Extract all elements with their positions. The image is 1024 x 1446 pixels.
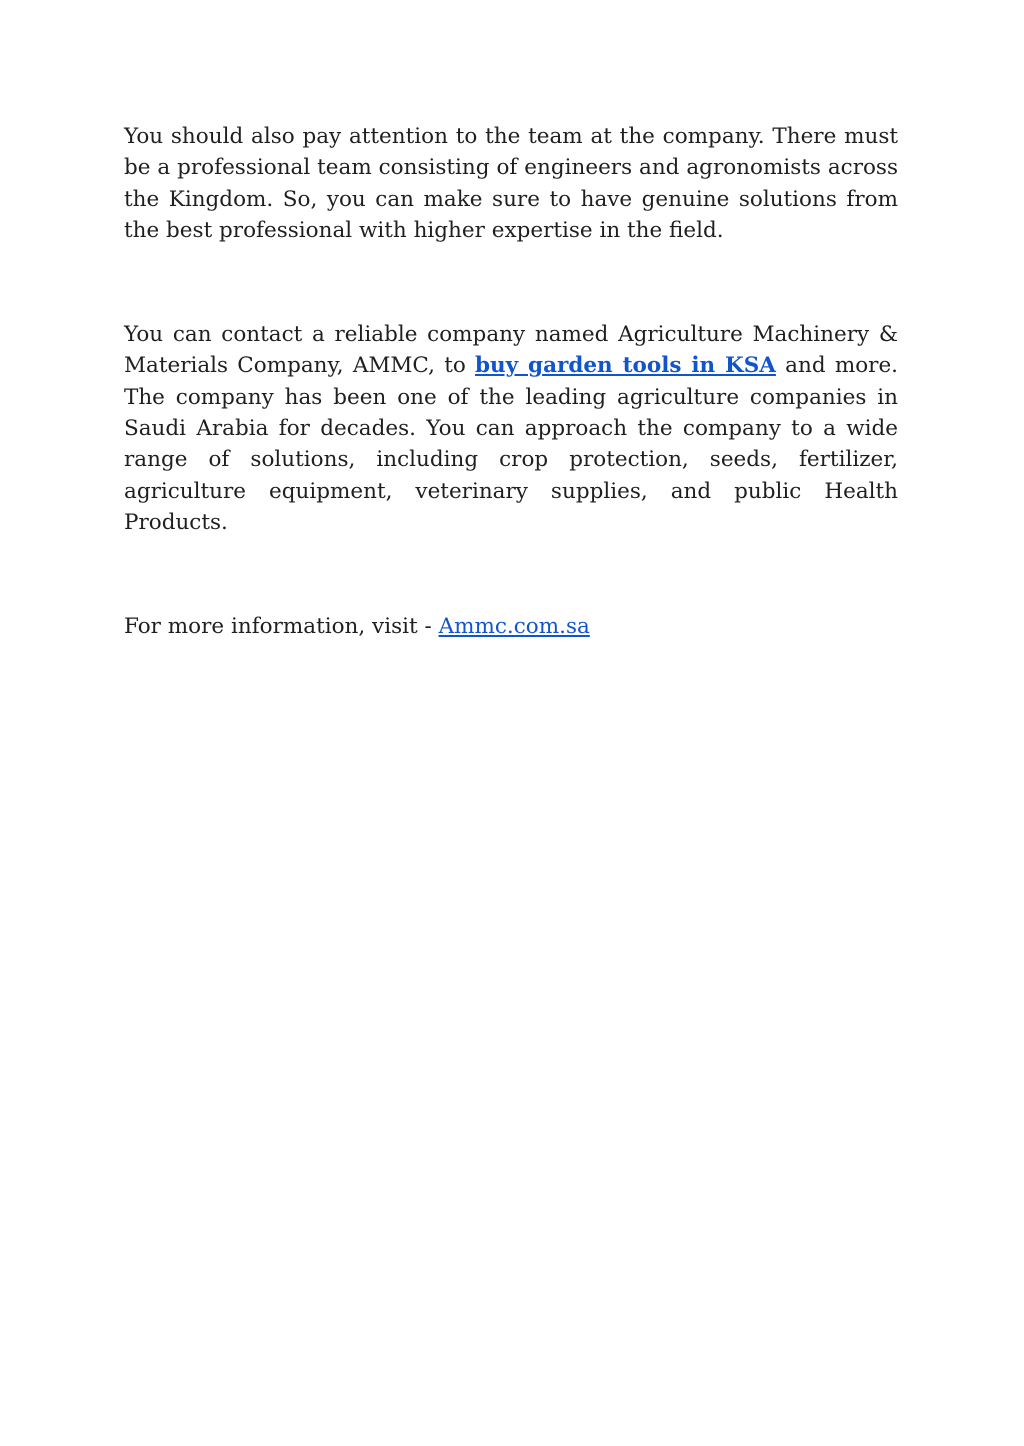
- ammc-website-link[interactable]: Ammc.com.sa: [438, 614, 590, 640]
- contact-text-before: You can contact a reliable company named Agriculture Machinery & Materials Company, AMMC, to: [124, 322, 898, 379]
- contact-text-after: and more. The company has been one of the leading agriculture companies in Saudi Arabia for decades. You can approach the company to a wide range of solutions, including crop protection, seeds, fertilizer, agriculture equipment, veterinary supplies, and public Health Products.: [124, 353, 899, 535]
- paragraph-info: [124, 611, 898, 642]
- paragraph-team-text: You should also pay attention to the team at the company. There must be a professional team consisting of engineers and agronomists across the Kingdom. So, you can make sure to have genuine solutions from the best professional with higher expertise in the field.: [124, 124, 898, 243]
- buy-garden-tools-link[interactable]: buy garden tools in KSA: [475, 353, 776, 379]
- paragraph-contact: [124, 319, 898, 538]
- info-prefix-text: For more information, visit -: [124, 614, 439, 640]
- paragraph-team: [124, 121, 898, 246]
- document-page: [124, 121, 898, 643]
